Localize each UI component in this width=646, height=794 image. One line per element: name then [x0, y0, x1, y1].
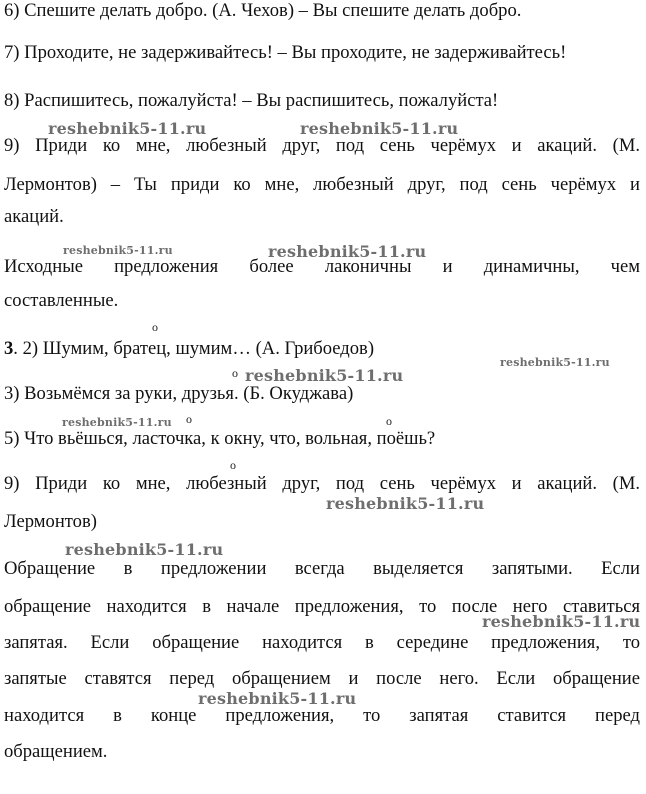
watermark: reshebnik5-11.ru	[482, 612, 641, 631]
watermark: reshebnik5-11.ru	[300, 119, 459, 138]
watermark: reshebnik5-11.ru	[268, 242, 427, 261]
text-line-10: 3) Возьмёмся за руки, друзья. (Б. Окуджава)	[4, 383, 354, 404]
stress-mark: о	[386, 414, 392, 428]
text-line-15: обращение находится в начале предложения, то после него ставиться	[4, 596, 640, 617]
text-line-8: составленные.	[4, 290, 119, 311]
section-number: 3	[4, 338, 14, 359]
text-line-18: находится в конце предложения, то запятая ставится перед	[4, 705, 640, 726]
watermark: reshebnik5-11.ru	[62, 416, 172, 429]
watermark: reshebnik5-11.ru	[63, 244, 173, 257]
text-line-9-body: . 2) Шумим, братец, шумим… (А. Грибоедов)	[13, 338, 375, 359]
text-line-17: запятые ставятся перед обращением и после него. Если обращение	[4, 668, 640, 689]
text-line-1: 6) Спешите делать добро. (А. Чехов) – Вы спешите делать добро.	[4, 0, 522, 21]
stress-mark: о	[230, 458, 236, 472]
text-line-14: Обращение в предложении всегда выделяется запятыми. Если	[4, 558, 640, 579]
text-line-3: 8) Распишитесь, пожалуйста! – Вы распишитесь, пожалуйста!	[4, 90, 499, 111]
text-line-5: Лермонтов) – Ты приди ко мне, любезный друг, под сень черёмух и	[4, 174, 640, 195]
watermark: reshebnik5-11.ru	[198, 689, 357, 708]
text-line-16: запятая. Если обращение находится в середине предложения, то	[4, 632, 640, 653]
text-line-13: Лермонтов)	[4, 511, 97, 532]
watermark: reshebnik5-11.ru	[245, 366, 404, 385]
watermark: reshebnik5-11.ru	[48, 119, 207, 138]
watermark: reshebnik5-11.ru	[326, 494, 485, 513]
text-line-19: обращением.	[4, 741, 108, 762]
text-line-6: акаций.	[4, 206, 64, 227]
text-line-11: 5) Что вьёшься, ласточка, к окну, что, вольная, поёшь?	[4, 428, 436, 449]
watermark: reshebnik5-11.ru	[500, 356, 610, 369]
text-line-2: 7) Проходите, не задерживайтесь! – Вы проходите, не задерживайтесь!	[4, 42, 567, 63]
stress-mark: о	[232, 366, 238, 380]
text-line-7: Исходные предложения более лаконичны и динамичны, чем	[4, 256, 640, 277]
stress-mark: о	[186, 412, 192, 426]
stress-mark: о	[152, 320, 158, 334]
text-line-4: 9) Приди ко мне, любезный друг, под сень черёмух и акаций. (М.	[4, 135, 640, 156]
text-line-12: 9) Приди ко мне, любезный друг, под сень черёмух и акаций. (М.	[4, 473, 640, 494]
watermark: reshebnik5-11.ru	[65, 540, 224, 559]
